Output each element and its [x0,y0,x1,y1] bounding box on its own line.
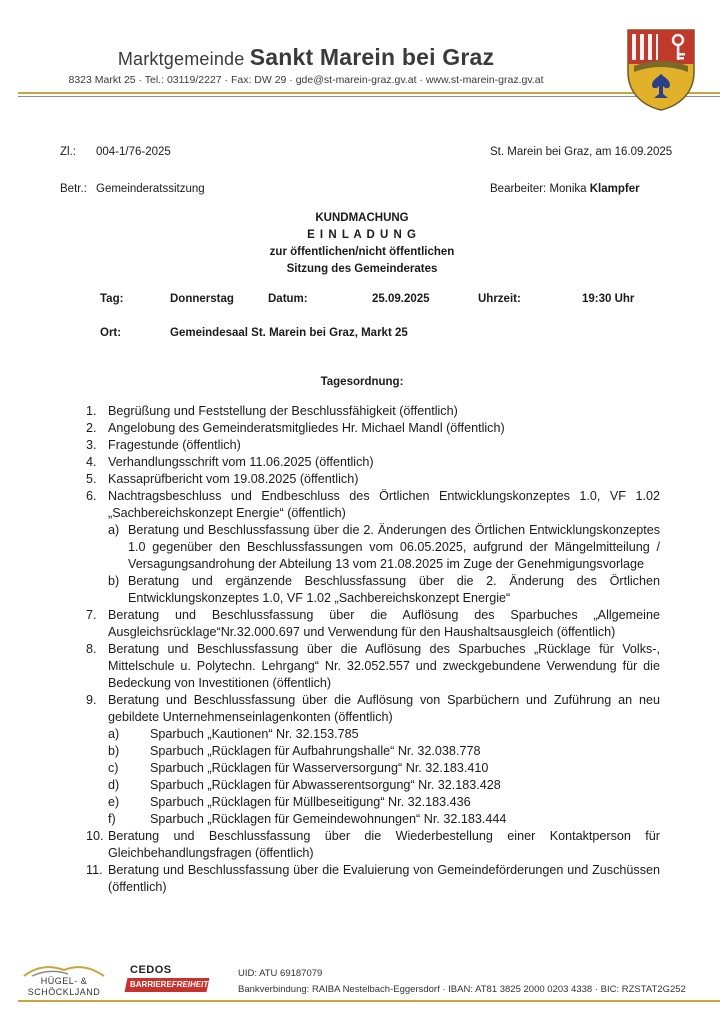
agenda-subitem-9f [108,811,660,828]
agenda-subitem-9c [108,760,660,777]
doc-title-einladung: E I N L A D U N G [307,229,417,241]
agenda-item-3 [86,437,660,454]
agenda-item-text: Beratung und Beschlussfassung über die Evaluierung von Gemeindeförderungen und Zuschüssen (öffentlich) [108,863,660,894]
agenda-item-text: Beratung und Beschlussfassung über die Auflösung des Sparbuches „Allgemeine Ausgleichsrücklage“Nr.32.000.697 und Verwendung für den Haushaltsausgleich (öffentlich) [108,608,660,639]
agenda-item-text: Begrüßung und Feststellung der Beschlussfähigkeit (öffentlich) [108,404,458,418]
agenda-heading: Tagesordnung: [320,376,404,388]
hills-logo-icon [22,960,106,998]
agenda-subitem-label: f) [108,812,116,826]
time-label: Uhrzeit: [478,293,521,305]
agenda-item-4 [86,454,660,471]
agenda-subitem-9e [108,794,660,811]
clerk [490,183,640,195]
clerk-label: Bearbeiter: Monika [490,183,587,195]
agenda-subitem-9b [108,743,660,760]
agenda-subitem-6b [108,573,660,607]
location-label: Ort: [100,327,122,339]
agenda-item-number: 7. [86,608,97,622]
time-value: 19:30 Uhr [582,293,635,305]
letterhead-title [0,44,612,71]
agenda-subitem-label: e) [108,795,120,809]
footer-divider [18,1000,720,1002]
place-date: St. Marein bei Graz, am 16.09.2025 [490,146,673,158]
agenda-subitem-text: Sparbuch „Rücklagen für Müllbeseitigung“ Nr. 32.183.436 [150,795,471,809]
reference-number: 004-1/76-2025 [96,146,171,158]
agenda-subitem-text: Beratung und Beschlussfassung über die 2. Änderungen des Örtlichen Entwicklungskonzeptes 1.0 gegenüber den Beschlussfassungen vom 06.05.2025, aufgrund der Mängelmitteilung / Versagungsandrohung der Abteilung 13 vom 21.08.2025 im Zuge der Genehmigungsvorlage [128,523,660,571]
cedos-logo-word2: FREIHEIT [171,980,209,989]
agenda-item-number: 4. [86,455,97,469]
hills-logo-line1: HÜGEL- & [40,976,88,986]
agenda-item-1 [86,403,660,420]
hills-logo-line2: SCHÖCKLJAND [27,987,101,997]
subject-label: Betr.: [60,183,87,195]
agenda-item-text: Angelobung des Gemeinderatsmitgliedes Hr. Michael Mandl (öffentlich) [108,421,505,435]
agenda-item-number: 8. [86,642,97,656]
agenda-item-text: Beratung und Beschlussfassung über die Auflösung von Sparbüchern und Zuführung an neu gebildete Unternehmenseinlagenkonten (öffentlich) [108,693,660,724]
letterhead-prefix: Marktgemeinde [117,49,245,69]
agenda-subitem-text: Sparbuch „Rücklagen für Abwasserentsorgung“ Nr. 32.183.428 [150,778,501,792]
footer-bank: Bankverbindung: RAIBA Nestelbach-Eggersdorf · IBAN: AT81 3825 2000 0203 4338 · BIC: RZSTAT2G252 [238,984,686,995]
agenda-item-text: Verhandlungsschrift vom 11.06.2025 (öffentlich) [108,455,374,469]
agenda-subitem-text: Sparbuch „Rücklagen für Gemeindewohnungen“ Nr. 32.183.444 [150,812,507,826]
header-divider-thin [18,96,720,97]
header-divider-gold [18,92,720,94]
agenda-subitem-label: d) [108,778,120,792]
agenda-item-5 [86,471,660,488]
footer-uid: UID: ATU 69187079 [238,968,323,979]
day-label: Tag: [100,293,124,305]
agenda-item-number: 9. [86,693,97,707]
agenda-subitem-label: a) [108,523,120,537]
agenda-subitem-text: Sparbuch „Rücklagen für Wasserversorgung“ Nr. 32.183.410 [150,761,489,775]
agenda-item-11 [86,862,660,896]
letterhead-municipality: Sankt Marein bei Graz [249,44,495,70]
agenda-subitem-9a [108,726,660,743]
agenda-item-number: 2. [86,421,97,435]
doc-title-line3: zur öffentlichen/nicht öffentlichen [269,246,455,258]
agenda-subitem-label: b) [108,574,120,588]
coat-of-arms-icon [624,26,698,112]
agenda-subitem-label: c) [108,761,119,775]
clerk-surname: Klampfer [589,183,640,195]
agenda-item-number: 6. [86,489,97,503]
agenda-item-number: 1. [86,404,97,418]
date-label: Datum: [268,293,308,305]
doc-title-line4: Sitzung des Gemeinderates [286,263,438,275]
agenda-item-9 [86,692,660,828]
doc-title-kundmachung: KUNDMACHUNG [315,212,409,224]
agenda-item-text: Beratung und Beschlussfassung über die Wiederbestellung einer Kontaktperson für Gleichbehandlungsfragen (öffentlich) [108,829,660,860]
agenda-item-10 [86,828,660,862]
agenda-subitem-text: Beratung und ergänzende Beschlussfassung über die 2. Änderung des Örtlichen Entwicklungskonzeptes 1.0, VF 1.02 „Sachbereichskonzept Energie“ [128,574,660,605]
cedos-logo-word1: BARRIERE [130,980,172,989]
agenda-item-number: 5. [86,472,97,486]
day-value: Donnerstag [170,293,234,305]
agenda-item-number: 3. [86,438,97,452]
agenda-subitem-label: a) [108,727,120,741]
agenda-item-text: Fragestunde (öffentlich) [108,438,241,452]
agenda-item-text: Beratung und Beschlussfassung über die Auflösung des Sparbuches „Rücklage für Volks-, Mittelschule u. Polytechn. Lehrgang“ Nr. 32.052.557 und zweckgebundene Verwendung für die Bedeckung von Investitionen (öffentlich) [108,642,660,690]
cedos-logo-icon [118,964,210,998]
agenda-item-2 [86,420,660,437]
agenda-subitem-6a [108,522,660,573]
agenda-subitem-label: b) [108,744,120,758]
agenda-subitem-9d [108,777,660,794]
agenda-item-number: 10. [86,829,104,843]
agenda-item-number: 11. [86,863,103,877]
agenda-item-text: Nachtragsbeschluss und Endbeschluss des Örtlichen Entwicklungskonzeptes 1.0, VF 1.02 „Sachbereichskonzept Energie“ (öffentlich) [108,489,660,520]
agenda-item-6 [86,488,660,607]
cedos-logo-title: CEDOS [130,964,172,976]
agenda-item-8 [86,641,660,692]
date-value: 25.09.2025 [372,293,430,305]
agenda-subitem-text: Sparbuch „Kautionen“ Nr. 32.153.785 [150,727,359,741]
subject-value: Gemeinderatssitzung [96,183,205,195]
agenda-subitem-text: Sparbuch „Rücklagen für Aufbahrungshalle“ Nr. 32.038.778 [150,744,481,758]
agenda-item-7 [86,607,660,641]
agenda-item-text: Kassaprüfbericht vom 19.08.2025 (öffentlich) [108,472,359,486]
agenda-list [86,403,660,896]
reference-label: Zl.: [60,146,76,158]
letterhead-contact: 8323 Markt 25 · Tel.: 03119/2227 · Fax: DW 29 · gde@st-marein-graz.gv.at · www.st-marein-graz.gv.at [68,74,544,86]
location-value: Gemeindesaal St. Marein bei Graz, Markt 25 [170,327,408,339]
